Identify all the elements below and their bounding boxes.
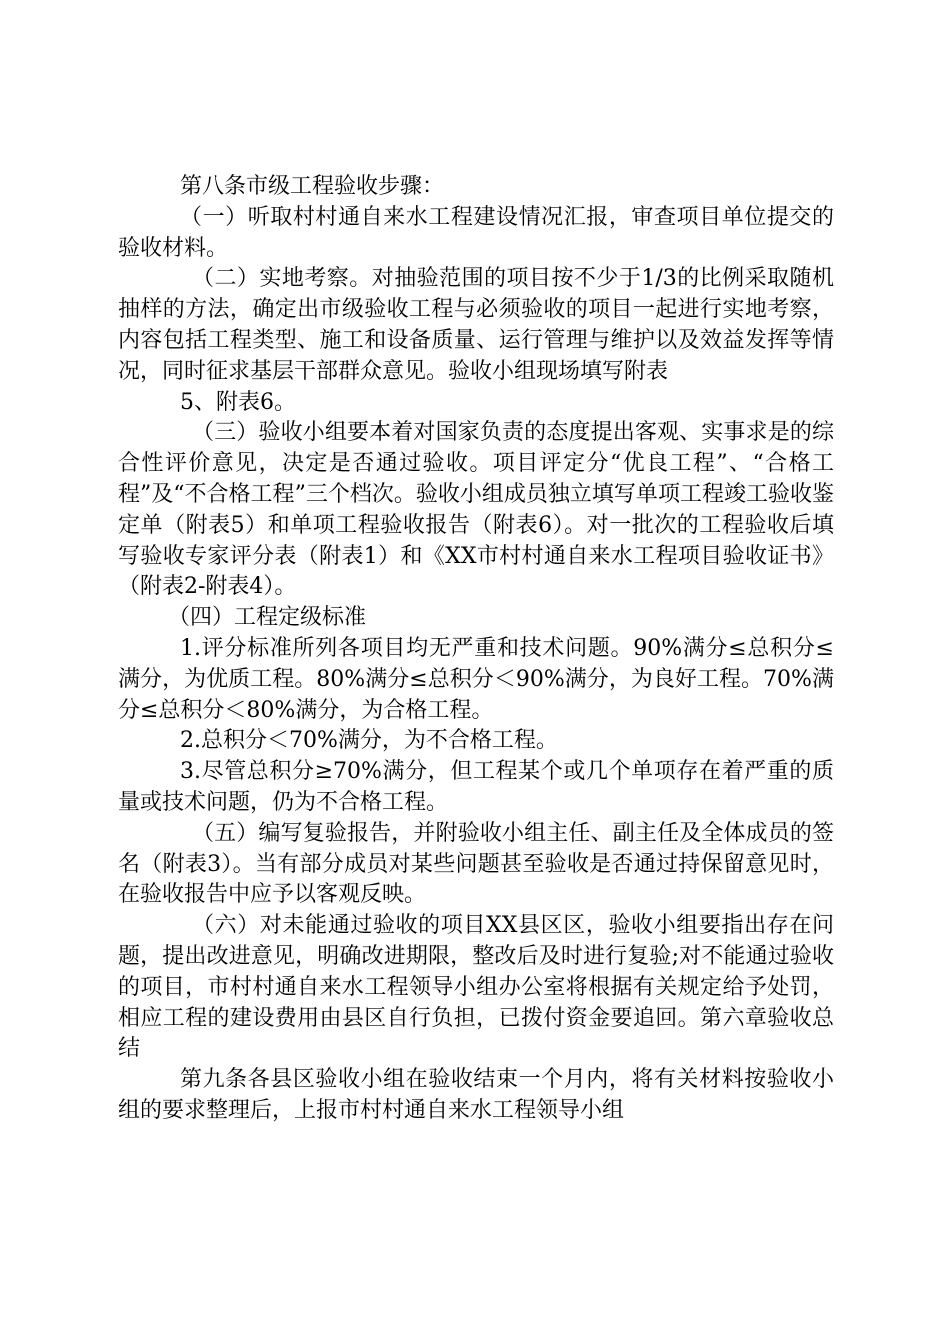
paragraph-step-2: （二）实地考察。对抽验范围的项目按不少于1/3的比例采取随机抽样的方法，确定出市级验收工程与必须验收的项目一起进行实地考察，内容包括工程类型、施工和设备质量、运行管理与维护以及效益发挥等情况，同时征求基层干部群众意见。验收小组现场填写附表: [118, 266, 834, 384]
paragraph-step-6: （六）对未能通过验收的项目XX县区区，验收小组要指出存在问题，提出改进意见，明确改进期限，整改后及时进行复验;对不能通过验收的项目，市村村通自来水工程领导小组办公室将根据有关规定给予处罚，相应工程的建设费用由县区自行负担，已拨付资金要追回。第六章验收总结: [118, 913, 834, 1062]
paragraph-standard-1: 1.评分标准所列各项目均无严重和技术问题。90%满分≤总积分≤满分，为优质工程。80%满分≤总积分＜90%满分，为良好工程。70%满分≤总积分＜80%满分，为合格工程。: [118, 635, 834, 723]
paragraph-step-4-heading: （四）工程定级标准: [168, 605, 367, 631]
paragraph-standard-3: 3.尽管总积分≥70%满分，但工程某个或几个单项存在着严重的质量或技术问题，仍为不合格工程。: [118, 759, 834, 815]
paragraph-standard-2: 2.总积分＜70%满分，为不合格工程。: [180, 728, 558, 754]
article-9-paragraph: 第九条各县区验收小组在验收结束一个月内，将有关材料按验收小组的要求整理后，上报市村村通自来水工程领导小组: [118, 1067, 834, 1123]
paragraph-step-1: （一）听取村村通自来水工程建设情况汇报，审查项目单位提交的验收材料。: [118, 204, 834, 261]
paragraph-step-5: （五）编写复验报告，并附验收小组主任、副主任及全体成员的签名（附表3）。当有部分成员对某些问题甚至验收是否通过持保留意见时，在验收报告中应予以客观反映。: [118, 820, 834, 908]
paragraph-step-3: （三）验收小组要本着对国家负责的态度提出客观、实事求是的综合性评价意见，决定是否通过验收。项目评定分“优良工程”、“合格工程”及“不合格工程”三个档次。验收小组成员独立填写单项工程竣工验收鉴定单（附表5）和单项工程验收报告（附表6）。对一批次的工程验收后填写验收专家评分表（附表1）和《XX市村村通自来水工程项目验收证书》（附表2-附表4）。: [118, 420, 834, 600]
document-body: [118, 172, 834, 1127]
paragraph-appendix-ref: 5、附表6。: [180, 389, 296, 415]
article-8-heading: 第八条市级工程验收步骤：: [180, 174, 445, 199]
